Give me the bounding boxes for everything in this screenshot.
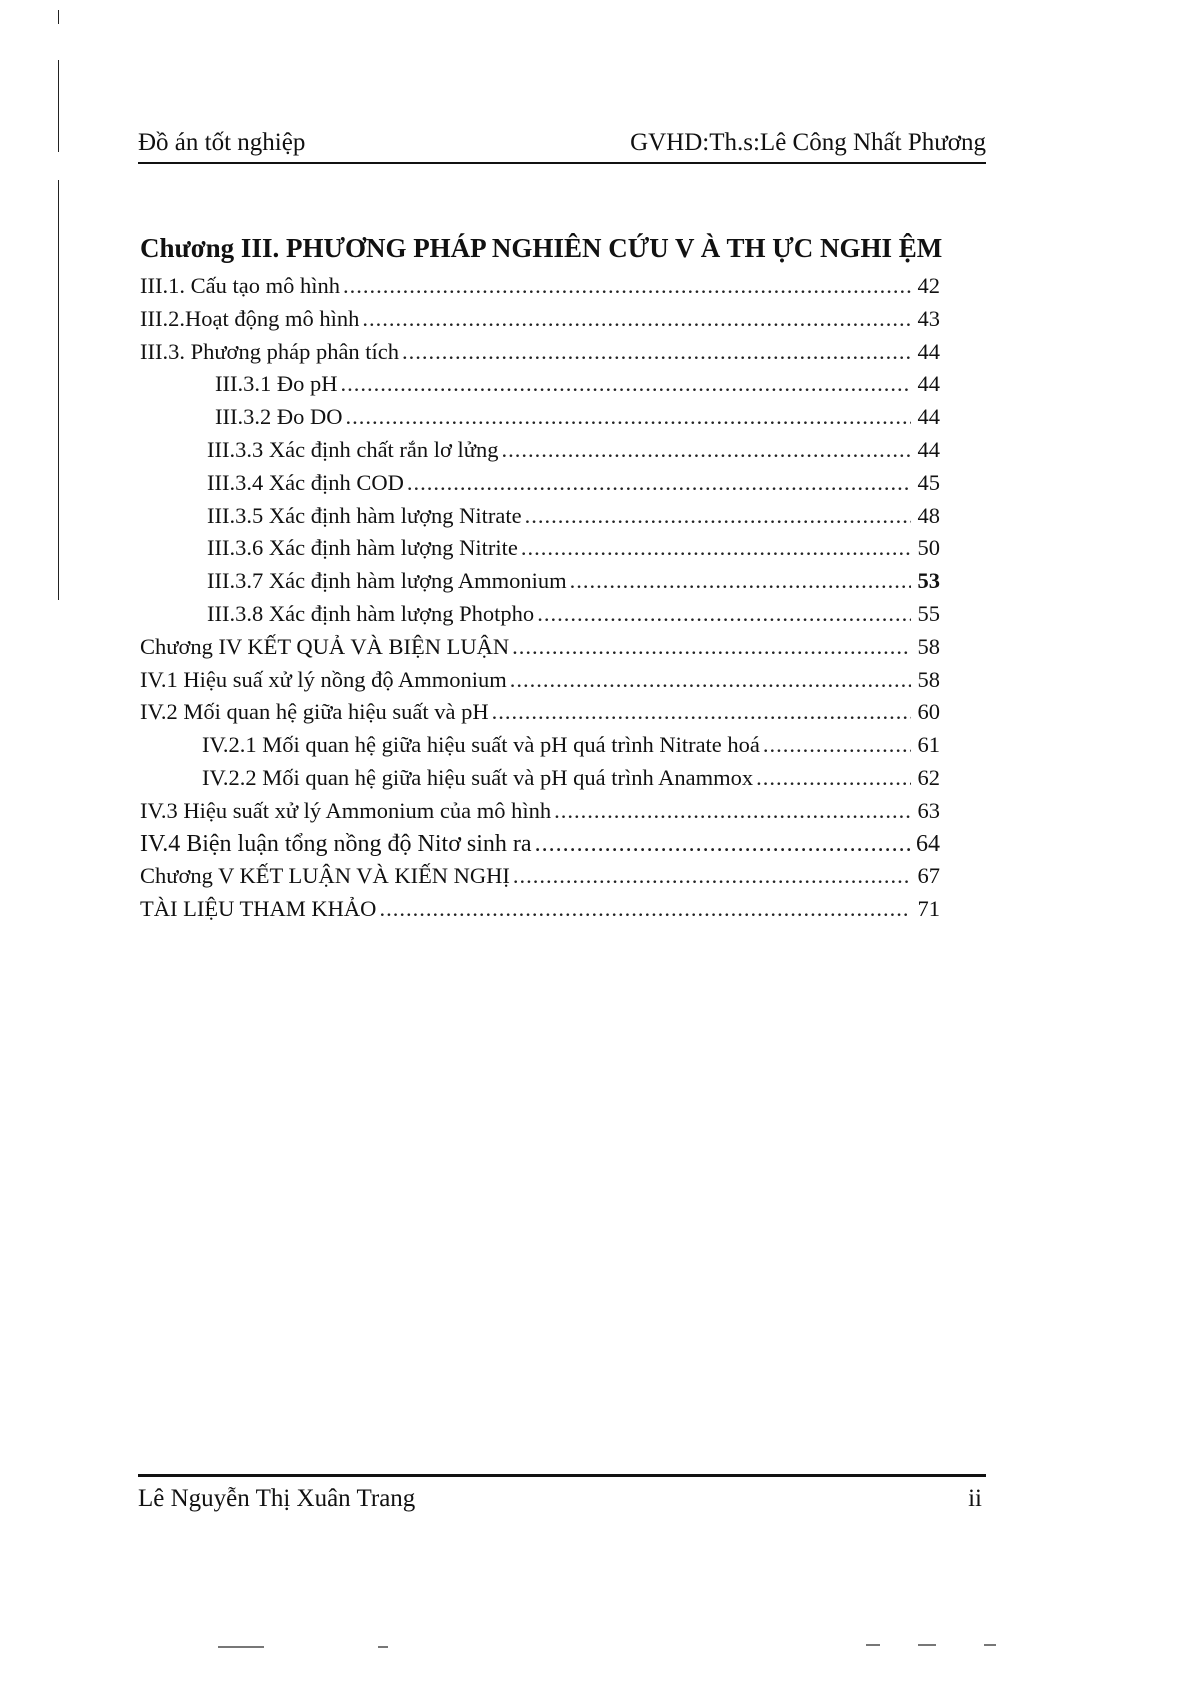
toc-entry-page: 61 (917, 732, 940, 758)
toc-leader (756, 762, 911, 795)
page-header (138, 126, 986, 162)
scan-artifact (378, 1646, 388, 1648)
scan-artifact (984, 1644, 996, 1646)
toc-entry[interactable] (140, 336, 940, 369)
toc-entry[interactable] (140, 696, 940, 729)
toc-entry[interactable] (140, 860, 940, 893)
toc-leader (512, 631, 911, 664)
toc-entry-page: 44 (917, 404, 940, 430)
toc-entry-page: 60 (917, 699, 940, 725)
toc-entry[interactable] (140, 631, 940, 664)
toc-leader (554, 795, 911, 828)
toc-leader (510, 664, 911, 697)
toc-entry-label: III.3.8 Xác định hàm lượng Photpho (207, 600, 535, 626)
toc-entry-label: III.3.3 Xác định chất rắn lơ lửng (207, 436, 499, 462)
toc-entry[interactable] (140, 795, 940, 828)
toc-entry-page: 44 (917, 338, 940, 364)
toc-entry-label: III.3.5 Xác định hàm lượng Nitrate (207, 502, 522, 528)
toc-entry-page: 67 (917, 863, 940, 889)
toc-leader (407, 467, 911, 500)
toc-entry-label: III.3.6 Xác định hàm lượng Nitrite (207, 535, 518, 561)
toc-entry[interactable] (140, 762, 940, 795)
toc-entry[interactable] (140, 467, 940, 500)
toc-entry-label: III.3.4 Xác định COD (207, 469, 404, 495)
toc-entry[interactable] (140, 565, 940, 598)
footer-page-number: ii (968, 1485, 982, 1512)
toc-entry-page: 71 (917, 896, 940, 922)
scan-artifact (58, 180, 59, 600)
scan-artifact (218, 1646, 264, 1648)
toc-entry[interactable] (140, 270, 940, 303)
toc-leader (763, 729, 911, 762)
toc-entry-page: 44 (917, 436, 940, 462)
toc-entry-label: Chương V KẾT LUẬN VÀ KIẾN NGHỊ (140, 863, 510, 889)
toc-entry-label: IV.3 Hiệu suất xử lý Ammonium của mô hình (140, 797, 552, 823)
toc-leader (402, 336, 911, 369)
toc-leader (492, 696, 911, 729)
toc-leader (340, 368, 911, 401)
toc-leader (379, 893, 911, 926)
toc-entry-label: III.1. Cấu tạo mô hình (140, 273, 340, 298)
toc-entry[interactable] (140, 598, 940, 631)
toc-entry-label: III.2.Hoạt động mô hình (140, 305, 360, 331)
toc-entry-label: TÀI LIỆU THAM KHẢO (140, 896, 377, 922)
toc-leader (502, 434, 911, 467)
toc-entry-label: IV.2 Mối quan hệ giữa hiệu suất và pH (140, 699, 489, 725)
toc-leader (535, 828, 911, 861)
toc-entry[interactable] (140, 729, 940, 762)
toc-leader (345, 401, 911, 434)
toc-entry-page: 43 (917, 305, 940, 331)
toc-entry-label: III.3.1 Đo pH (215, 371, 338, 397)
toc-entry[interactable] (140, 434, 940, 467)
toc-entry-label: III.3.7 Xác định hàm lượng Ammonium (207, 568, 567, 594)
header-document-title: Đồ án tốt nghiệp (138, 129, 306, 156)
scan-artifact (58, 10, 59, 24)
scan-artifact (866, 1644, 880, 1646)
scan-artifact (918, 1644, 936, 1646)
toc-entry-page: 42 (917, 273, 940, 298)
toc-entry-page: 63 (917, 797, 940, 823)
toc-entry-page: 55 (917, 600, 940, 626)
page-footer (138, 1482, 986, 1518)
toc-entry-page: 44 (917, 371, 940, 397)
toc-entry-label: IV.1 Hiệu suấ xử lý nồng độ Ammonium (140, 666, 507, 692)
toc-entry-label: IV.2.2 Mối quan hệ giữa hiệu suất và pH quá trình Anammox (202, 764, 754, 790)
toc-entry-page: 58 (917, 633, 940, 659)
toc-leader (570, 565, 911, 598)
toc-entry[interactable] (140, 368, 940, 401)
toc-entry-page: 62 (917, 764, 940, 790)
toc-entry[interactable] (140, 303, 940, 336)
toc-entry-page: 58 (917, 666, 940, 692)
toc-leader (525, 500, 911, 533)
footer-author: Lê Nguyễn Thị Xuân Trang (138, 1485, 416, 1512)
toc-entry-page: 45 (917, 469, 940, 495)
toc-leader (343, 270, 911, 303)
toc-entry-page: 50 (917, 535, 940, 561)
toc-entry-label: IV.2.1 Mối quan hệ giữa hiệu suất và pH quá trình Nitrate hoá (202, 732, 760, 758)
toc-leader (362, 303, 911, 336)
toc-entry-label: III.3. Phương pháp phân tích (140, 338, 400, 364)
toc-leader (537, 598, 911, 631)
toc-chapter-title: Chương III. PHƯƠNG PHÁP NGHIÊN CỨU V À TH ỰC NGHI ỆM (140, 233, 943, 263)
toc-entry-page: 64 (916, 830, 940, 857)
toc-entry[interactable] (140, 664, 940, 697)
toc-entry[interactable] (140, 500, 940, 533)
toc-entry[interactable] (140, 401, 940, 434)
toc-entry[interactable] (140, 532, 940, 565)
table-of-contents (140, 226, 943, 926)
toc-entry-label: IV.4 Biện luận tổng nồng độ Nitơ sinh ra (140, 830, 532, 857)
header-rule (138, 162, 986, 164)
toc-entry-label: III.3.2 Đo DO (215, 404, 343, 430)
toc-entry-page: 48 (917, 502, 940, 528)
toc-leader (513, 860, 911, 893)
toc-leader (521, 532, 911, 565)
scan-artifact (58, 60, 59, 152)
toc-entry[interactable] (140, 893, 940, 926)
toc-entry-label: Chương IV KẾT QUẢ VÀ BIỆN LUẬN (140, 633, 510, 659)
header-supervisor: GVHD:Th.s:Lê Công Nhất Phương (630, 129, 986, 156)
toc-entry-page: 53 (917, 568, 940, 594)
footer-rule (138, 1474, 986, 1477)
toc-entry[interactable] (140, 828, 940, 861)
